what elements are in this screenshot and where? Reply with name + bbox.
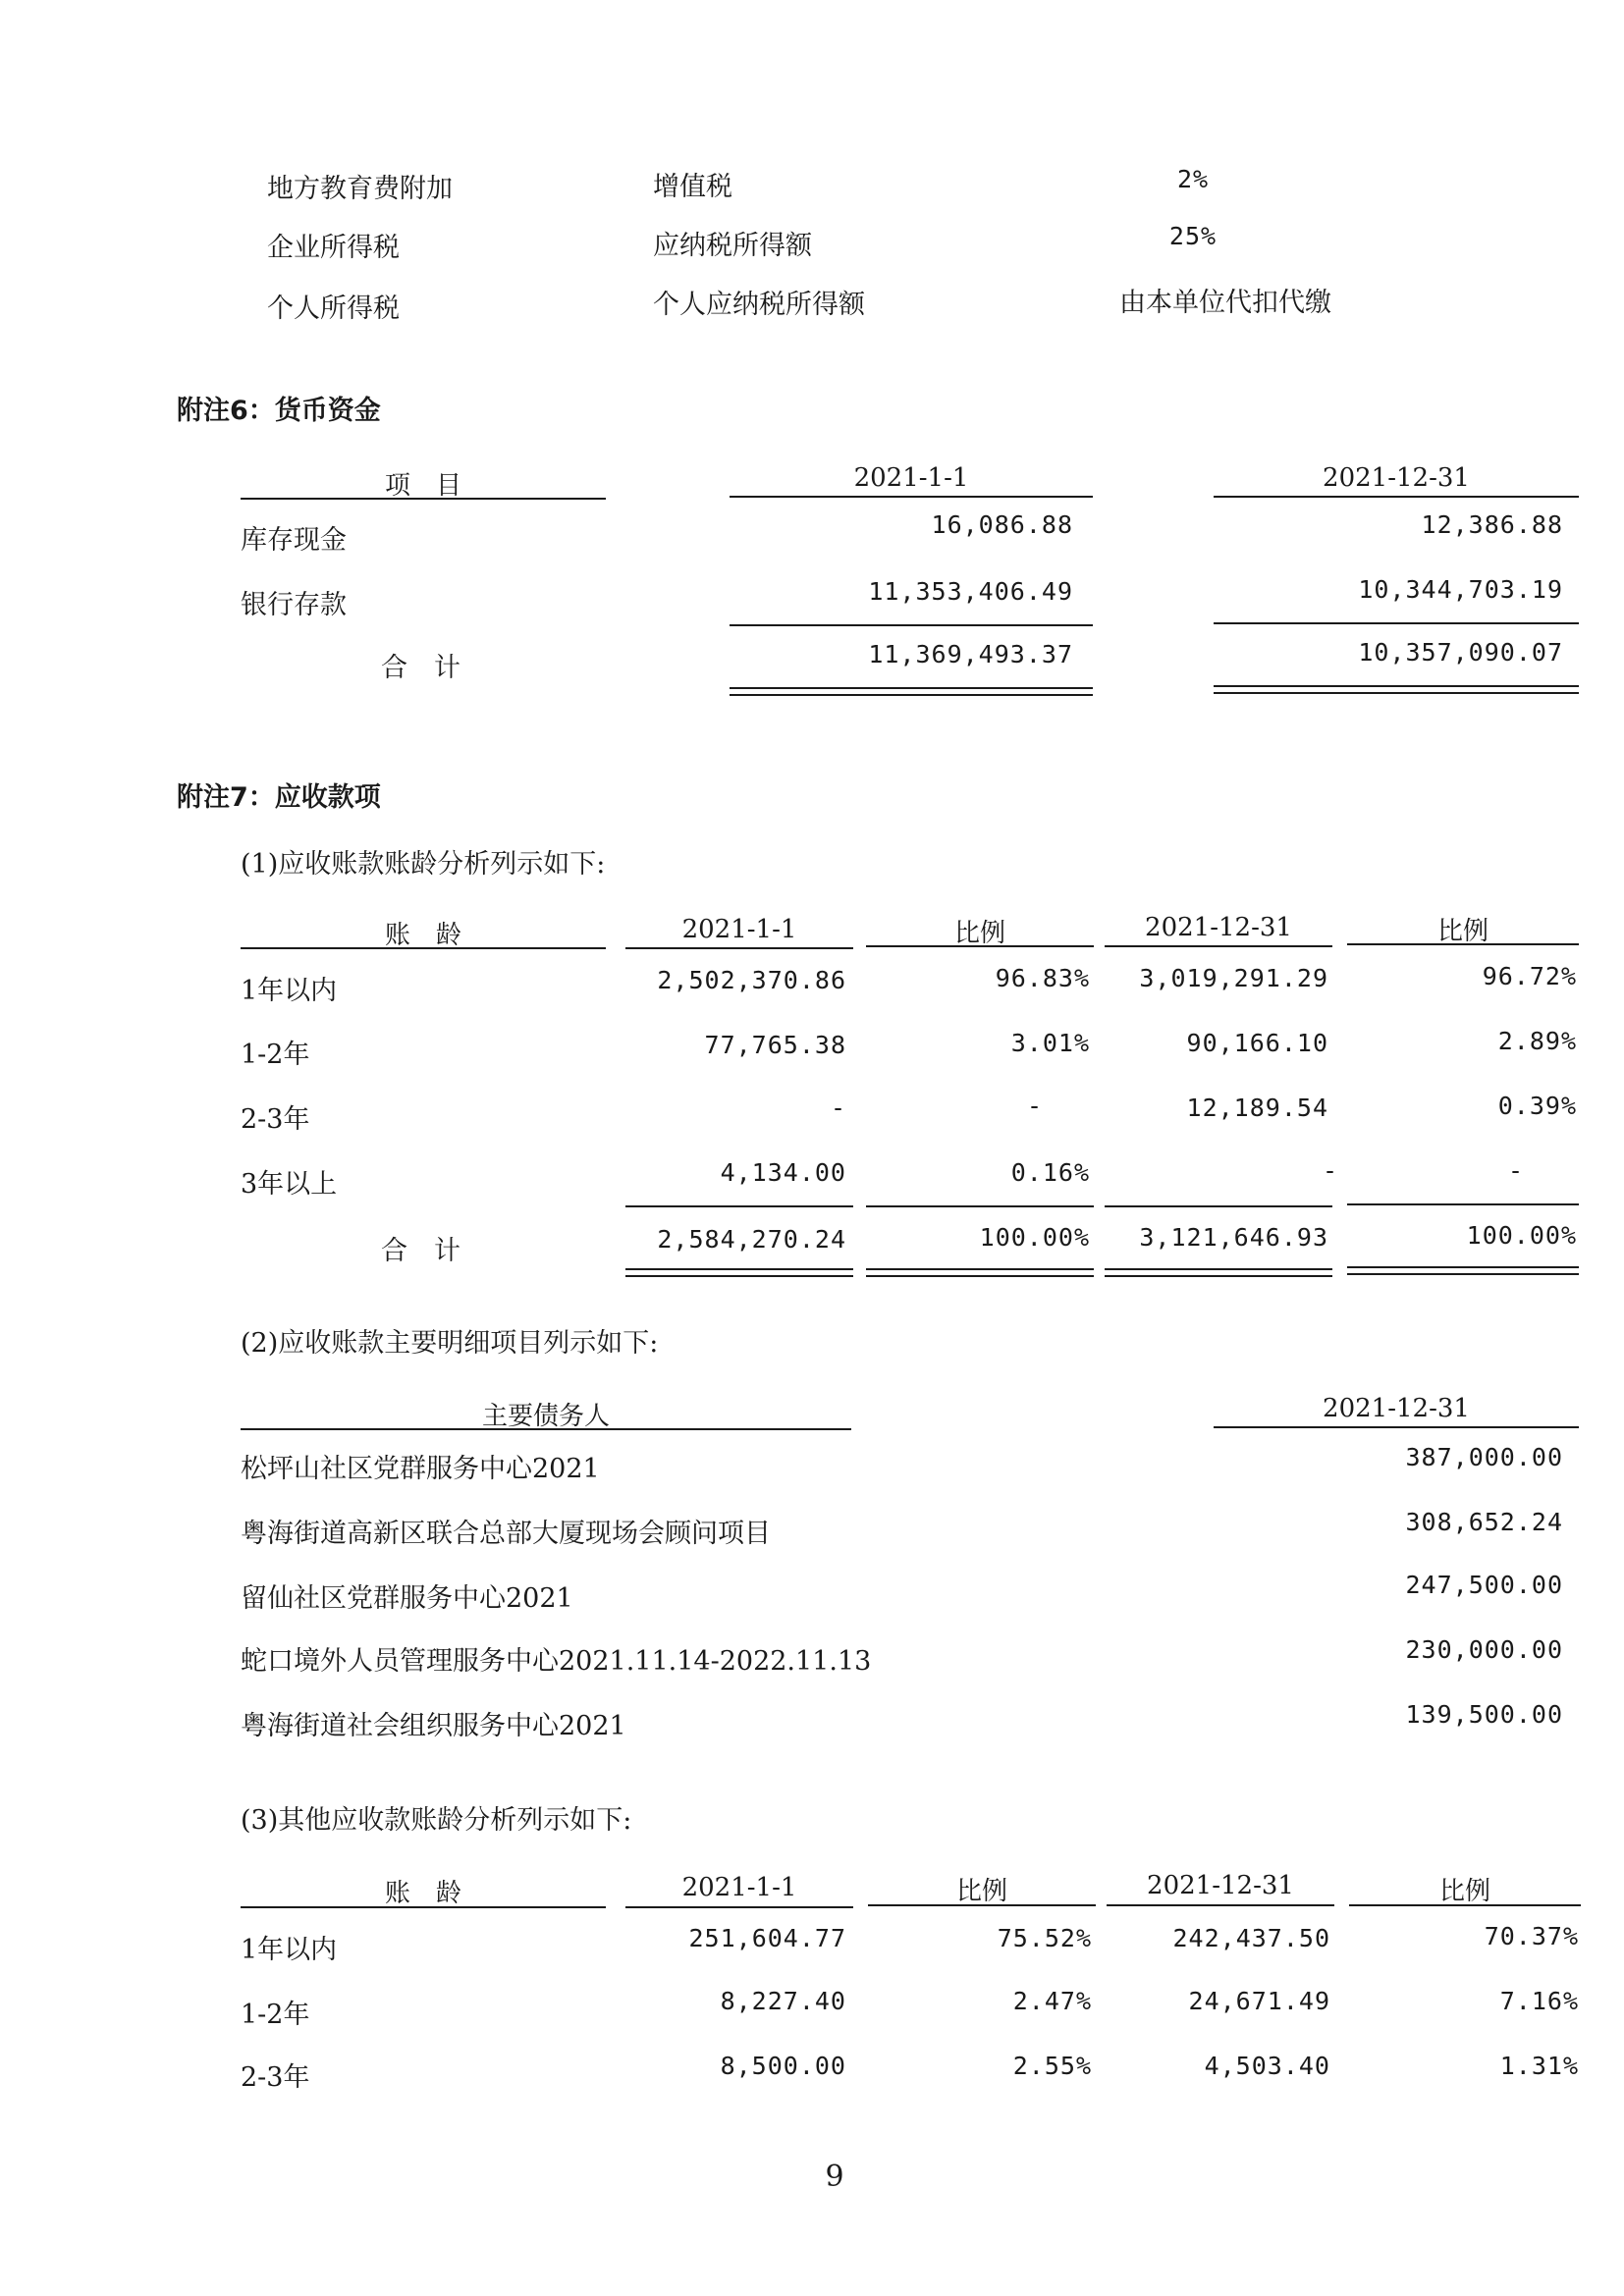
tax-name: 企业所得税: [267, 233, 400, 263]
col-header-date2: 2021-12-31: [1147, 1871, 1294, 1900]
row-ratio: 0.39%: [1497, 1092, 1577, 1120]
col-header-age: 账 龄: [384, 921, 461, 950]
tax-basis: 应纳税所得额: [653, 231, 812, 261]
col-header-ratio1: 比例: [953, 919, 1005, 948]
col-header-ratio1: 比例: [955, 1877, 1007, 1906]
row-ratio: 1.31%: [1499, 2052, 1579, 2080]
debtor-name: 松坪山社区党群服务中心2021: [241, 1454, 600, 1484]
row-value: 4,134.00: [720, 1158, 846, 1187]
row-age: 2-3年: [241, 1104, 310, 1135]
row-value: 11,353,406.49: [868, 577, 1073, 606]
col-header-age: 账 龄: [384, 1879, 461, 1908]
row-value: -: [830, 1094, 846, 1122]
col-header-date2: 2021-12-31: [1323, 463, 1470, 493]
row-item: 库存现金: [241, 525, 347, 556]
row-value: 10,344,703.19: [1358, 575, 1563, 604]
total-value: 2,584,270.24: [657, 1225, 846, 1254]
row-ratio: 7.16%: [1499, 1987, 1579, 2015]
row-value: 77,765.38: [704, 1031, 846, 1059]
col-header-ratio2: 比例: [1438, 1877, 1490, 1906]
row-age: 1-2年: [241, 1040, 310, 1070]
total-value: 11,369,493.37: [868, 640, 1073, 668]
row-value: 242,437.50: [1172, 1924, 1330, 1952]
total-ratio: 100.00%: [1466, 1221, 1577, 1250]
debtor-amount: 387,000.00: [1405, 1443, 1563, 1471]
row-age: 1年以内: [241, 1935, 338, 1965]
row-age: 3年以上: [241, 1169, 338, 1200]
col-header-date1: 2021-1-1: [681, 915, 797, 944]
row-age: 2-3年: [241, 2062, 310, 2093]
col-header-date1: 2021-1-1: [853, 463, 969, 493]
row-ratio: 75.52%: [997, 1924, 1092, 1952]
debtor-name: 留仙社区党群服务中心2021: [241, 1583, 573, 1614]
row-ratio: 3.01%: [1010, 1029, 1090, 1057]
note7-title: 附注7：应收款项: [177, 782, 381, 813]
tax-basis: 个人应纳税所得额: [653, 290, 865, 320]
note6-title: 附注6：货币资金: [177, 396, 381, 426]
col-header-debtor: 主要债务人: [481, 1402, 610, 1431]
total-value: 10,357,090.07: [1358, 638, 1563, 667]
col-header-date2: 2021-12-31: [1145, 913, 1292, 942]
row-ratio: 96.72%: [1482, 962, 1577, 990]
debtor-name: 粤海街道社会组织服务中心2021: [241, 1711, 626, 1741]
row-item: 银行存款: [241, 590, 347, 620]
page-number: 9: [825, 2160, 844, 2194]
row-value: 2,502,370.86: [657, 966, 846, 994]
debtor-amount: 247,500.00: [1405, 1571, 1563, 1599]
tax-basis: 增值税: [653, 172, 732, 202]
row-value: 24,671.49: [1188, 1987, 1330, 2015]
note7-sub3-title: (3)其他应收款账龄分析列示如下:: [241, 1805, 632, 1836]
tax-name: 地方教育费附加: [267, 174, 453, 204]
row-value: 12,189.54: [1186, 1094, 1328, 1122]
col-header-item: 项 目: [384, 471, 461, 501]
row-ratio: 96.83%: [995, 964, 1090, 992]
row-value: 16,086.88: [931, 510, 1073, 539]
row-ratio: 2.89%: [1497, 1027, 1577, 1055]
row-age: 1年以内: [241, 976, 338, 1006]
row-value: 3,019,291.29: [1139, 964, 1328, 992]
total-value: 3,121,646.93: [1139, 1223, 1328, 1252]
total-ratio: 100.00%: [979, 1223, 1090, 1252]
tax-rate: 25%: [1168, 222, 1218, 250]
row-ratio: -: [1026, 1092, 1043, 1120]
row-value: 4,503.40: [1204, 2052, 1330, 2080]
total-label: 合 计: [381, 1236, 460, 1266]
col-header-date: 2021-12-31: [1323, 1394, 1470, 1423]
row-ratio: 70.37%: [1484, 1922, 1579, 1950]
debtor-amount: 139,500.00: [1405, 1700, 1563, 1729]
note7-sub2-title: (2)应收账款主要明细项目列示如下:: [241, 1328, 659, 1359]
row-age: 1-2年: [241, 2000, 310, 2030]
col-header-date1: 2021-1-1: [681, 1873, 797, 1902]
tax-rate: 2%: [1176, 165, 1210, 193]
row-value: 90,166.10: [1186, 1029, 1328, 1057]
tax-rate: 由本单位代扣代缴: [1119, 288, 1331, 318]
row-value: -: [1322, 1156, 1338, 1185]
debtor-amount: 230,000.00: [1405, 1635, 1563, 1664]
row-ratio: 2.47%: [1012, 1987, 1092, 2015]
debtor-name: 粤海街道高新区联合总部大厦现场会顾问项目: [241, 1519, 771, 1549]
note7-sub1-title: (1)应收账款账龄分析列示如下:: [241, 849, 606, 880]
row-value: 8,227.40: [720, 1987, 846, 2015]
row-value: 251,604.77: [688, 1924, 846, 1952]
row-ratio: 2.55%: [1012, 2052, 1092, 2080]
row-value: 12,386.88: [1421, 510, 1563, 539]
debtor-amount: 308,652.24: [1405, 1508, 1563, 1536]
row-ratio: 0.16%: [1010, 1158, 1090, 1187]
row-value: 8,500.00: [720, 2052, 846, 2080]
tax-name: 个人所得税: [267, 294, 400, 324]
debtor-name: 蛇口境外人员管理服务中心2021.11.14-2022.11.13: [241, 1646, 872, 1677]
total-label: 合 计: [381, 653, 460, 683]
row-ratio: -: [1507, 1156, 1524, 1185]
col-header-ratio2: 比例: [1436, 917, 1489, 946]
